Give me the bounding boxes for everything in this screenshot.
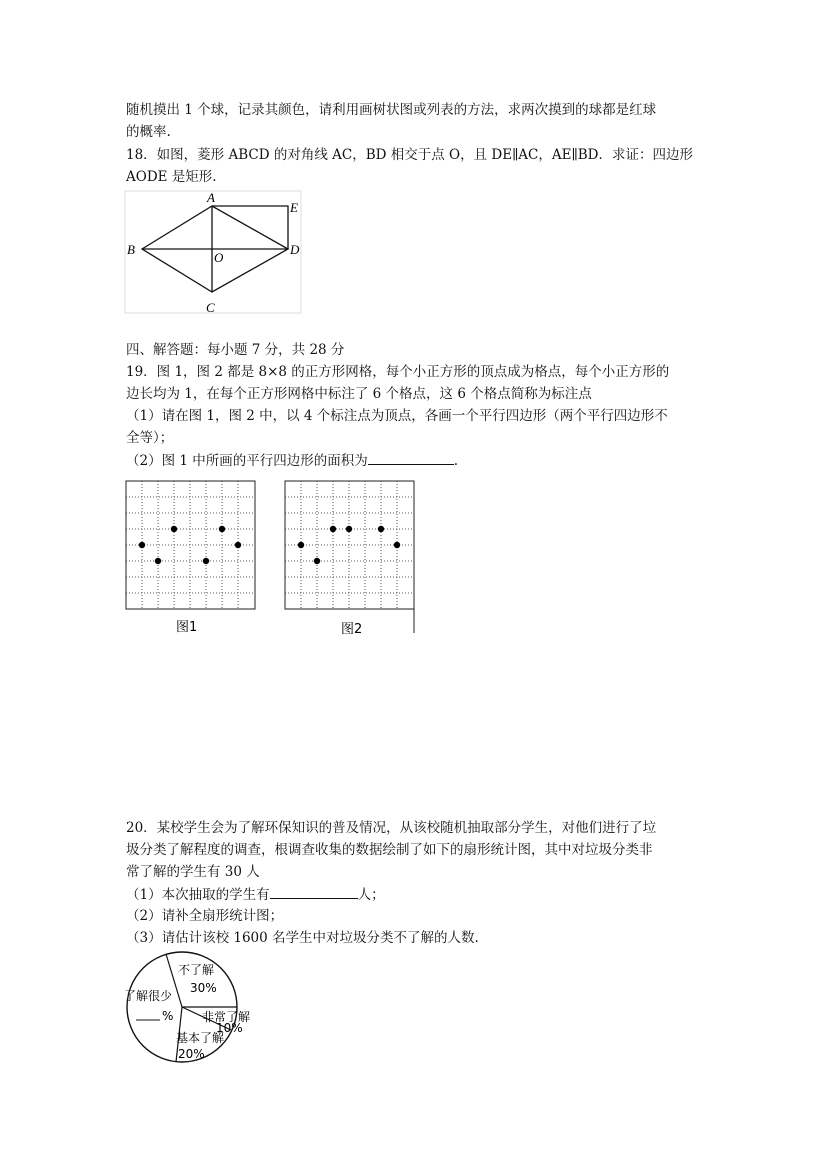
marked-point xyxy=(330,526,336,532)
label-D: D xyxy=(290,242,300,257)
q19-period: . xyxy=(453,453,459,469)
q19-line-5 xyxy=(126,450,458,471)
slice-pct-little: % xyxy=(162,1009,174,1023)
pie-chart xyxy=(124,950,258,1072)
q19-line-2: 边长均为 1，在每个正方形网格中标注了 6 个格点，这 6 个格点简称为标注点 xyxy=(126,386,592,402)
slice-pct-very-well: 10% xyxy=(216,1021,243,1035)
section-title: 四、解答题：每小题 7 分，共 28 分 xyxy=(126,342,345,358)
slice-label-very-well: 非常了解 xyxy=(202,1010,251,1024)
label-O: O xyxy=(214,250,224,265)
marked-point xyxy=(139,542,145,548)
q19-line-1: 19．图 1，图 2 都是 8×8 的正方形网格，每个小正方形的顶点成为格点，每个小正方形的 xyxy=(126,364,670,380)
q20-question-1: （1）本次抽取的学生有 xyxy=(126,887,270,903)
q20-line-5: （2）请补全扇形统计图； xyxy=(126,908,284,924)
fig1-caption: 图1 xyxy=(176,620,198,635)
q19-question-2: （2）图 1 中所画的平行四边形的面积为 xyxy=(126,453,368,469)
answer-blank-count[interactable] xyxy=(270,884,358,899)
grid-figure-2 xyxy=(283,478,419,638)
q20-unit: 人； xyxy=(357,887,385,903)
q20-line-6: （3）请估计该校 1600 名学生中对垃圾分类不了解的人数. xyxy=(126,930,479,946)
label-C: C xyxy=(206,300,215,315)
q20-line-2: 圾分类了解程度的调查，根调查收集的数据绘制了如下的扇形统计图，其中对垃圾分类非 xyxy=(126,842,653,858)
q17-line-2: 的概率. xyxy=(126,124,171,140)
q19-line-4: 全等）； xyxy=(126,430,174,446)
q18-line-1: 18．如图，菱形 ABCD 的对角线 AC，BD 相交于点 O，且 DE∥AC，AE∥BD．求证：四边形 xyxy=(126,147,693,163)
label-A: A xyxy=(207,190,215,205)
grid-figure-1 xyxy=(124,478,260,638)
marked-point xyxy=(298,542,304,548)
slice-label-not-understand: 不了解 xyxy=(178,963,215,977)
marked-point xyxy=(394,542,400,548)
q20-line-4 xyxy=(126,884,385,905)
q20-line-1: 20．某校学生会为了解环保知识的普及情况，从该校随机抽取部分学生，对他们进行了垃 xyxy=(126,820,657,836)
marked-point xyxy=(346,526,352,532)
answer-blank-area[interactable] xyxy=(368,450,454,465)
q20-line-3: 常了解的学生有 30 人 xyxy=(126,864,260,880)
marked-point xyxy=(155,558,161,564)
label-E: E xyxy=(290,200,298,215)
marked-point xyxy=(378,526,384,532)
marked-point xyxy=(314,558,320,564)
marked-point xyxy=(171,526,177,532)
marked-point xyxy=(235,542,241,548)
label-B: B xyxy=(127,242,135,257)
marked-point xyxy=(219,526,225,532)
rhombus-figure xyxy=(124,190,304,316)
slice-pct-basic: 20% xyxy=(178,1047,205,1061)
q17-line-1: 随机摸出 1 个球，记录其颜色，请利用画树状图或列表的方法，求两次摸到的球都是红球 xyxy=(126,102,657,118)
slice-pct-not-understand: 30% xyxy=(190,981,217,995)
q18-line-2: AODE 是矩形. xyxy=(126,169,217,185)
marked-point xyxy=(203,558,209,564)
fig2-caption: 图2 xyxy=(341,622,363,637)
q19-line-3: （1）请在图 1，图 2 中，以 4 个标注点为顶点，各画一个平行四边形（两个平行四边形不 xyxy=(126,408,668,424)
slice-label-basic: 基本了解 xyxy=(176,1031,225,1045)
slice-label-little: 了解很少 xyxy=(124,989,173,1003)
